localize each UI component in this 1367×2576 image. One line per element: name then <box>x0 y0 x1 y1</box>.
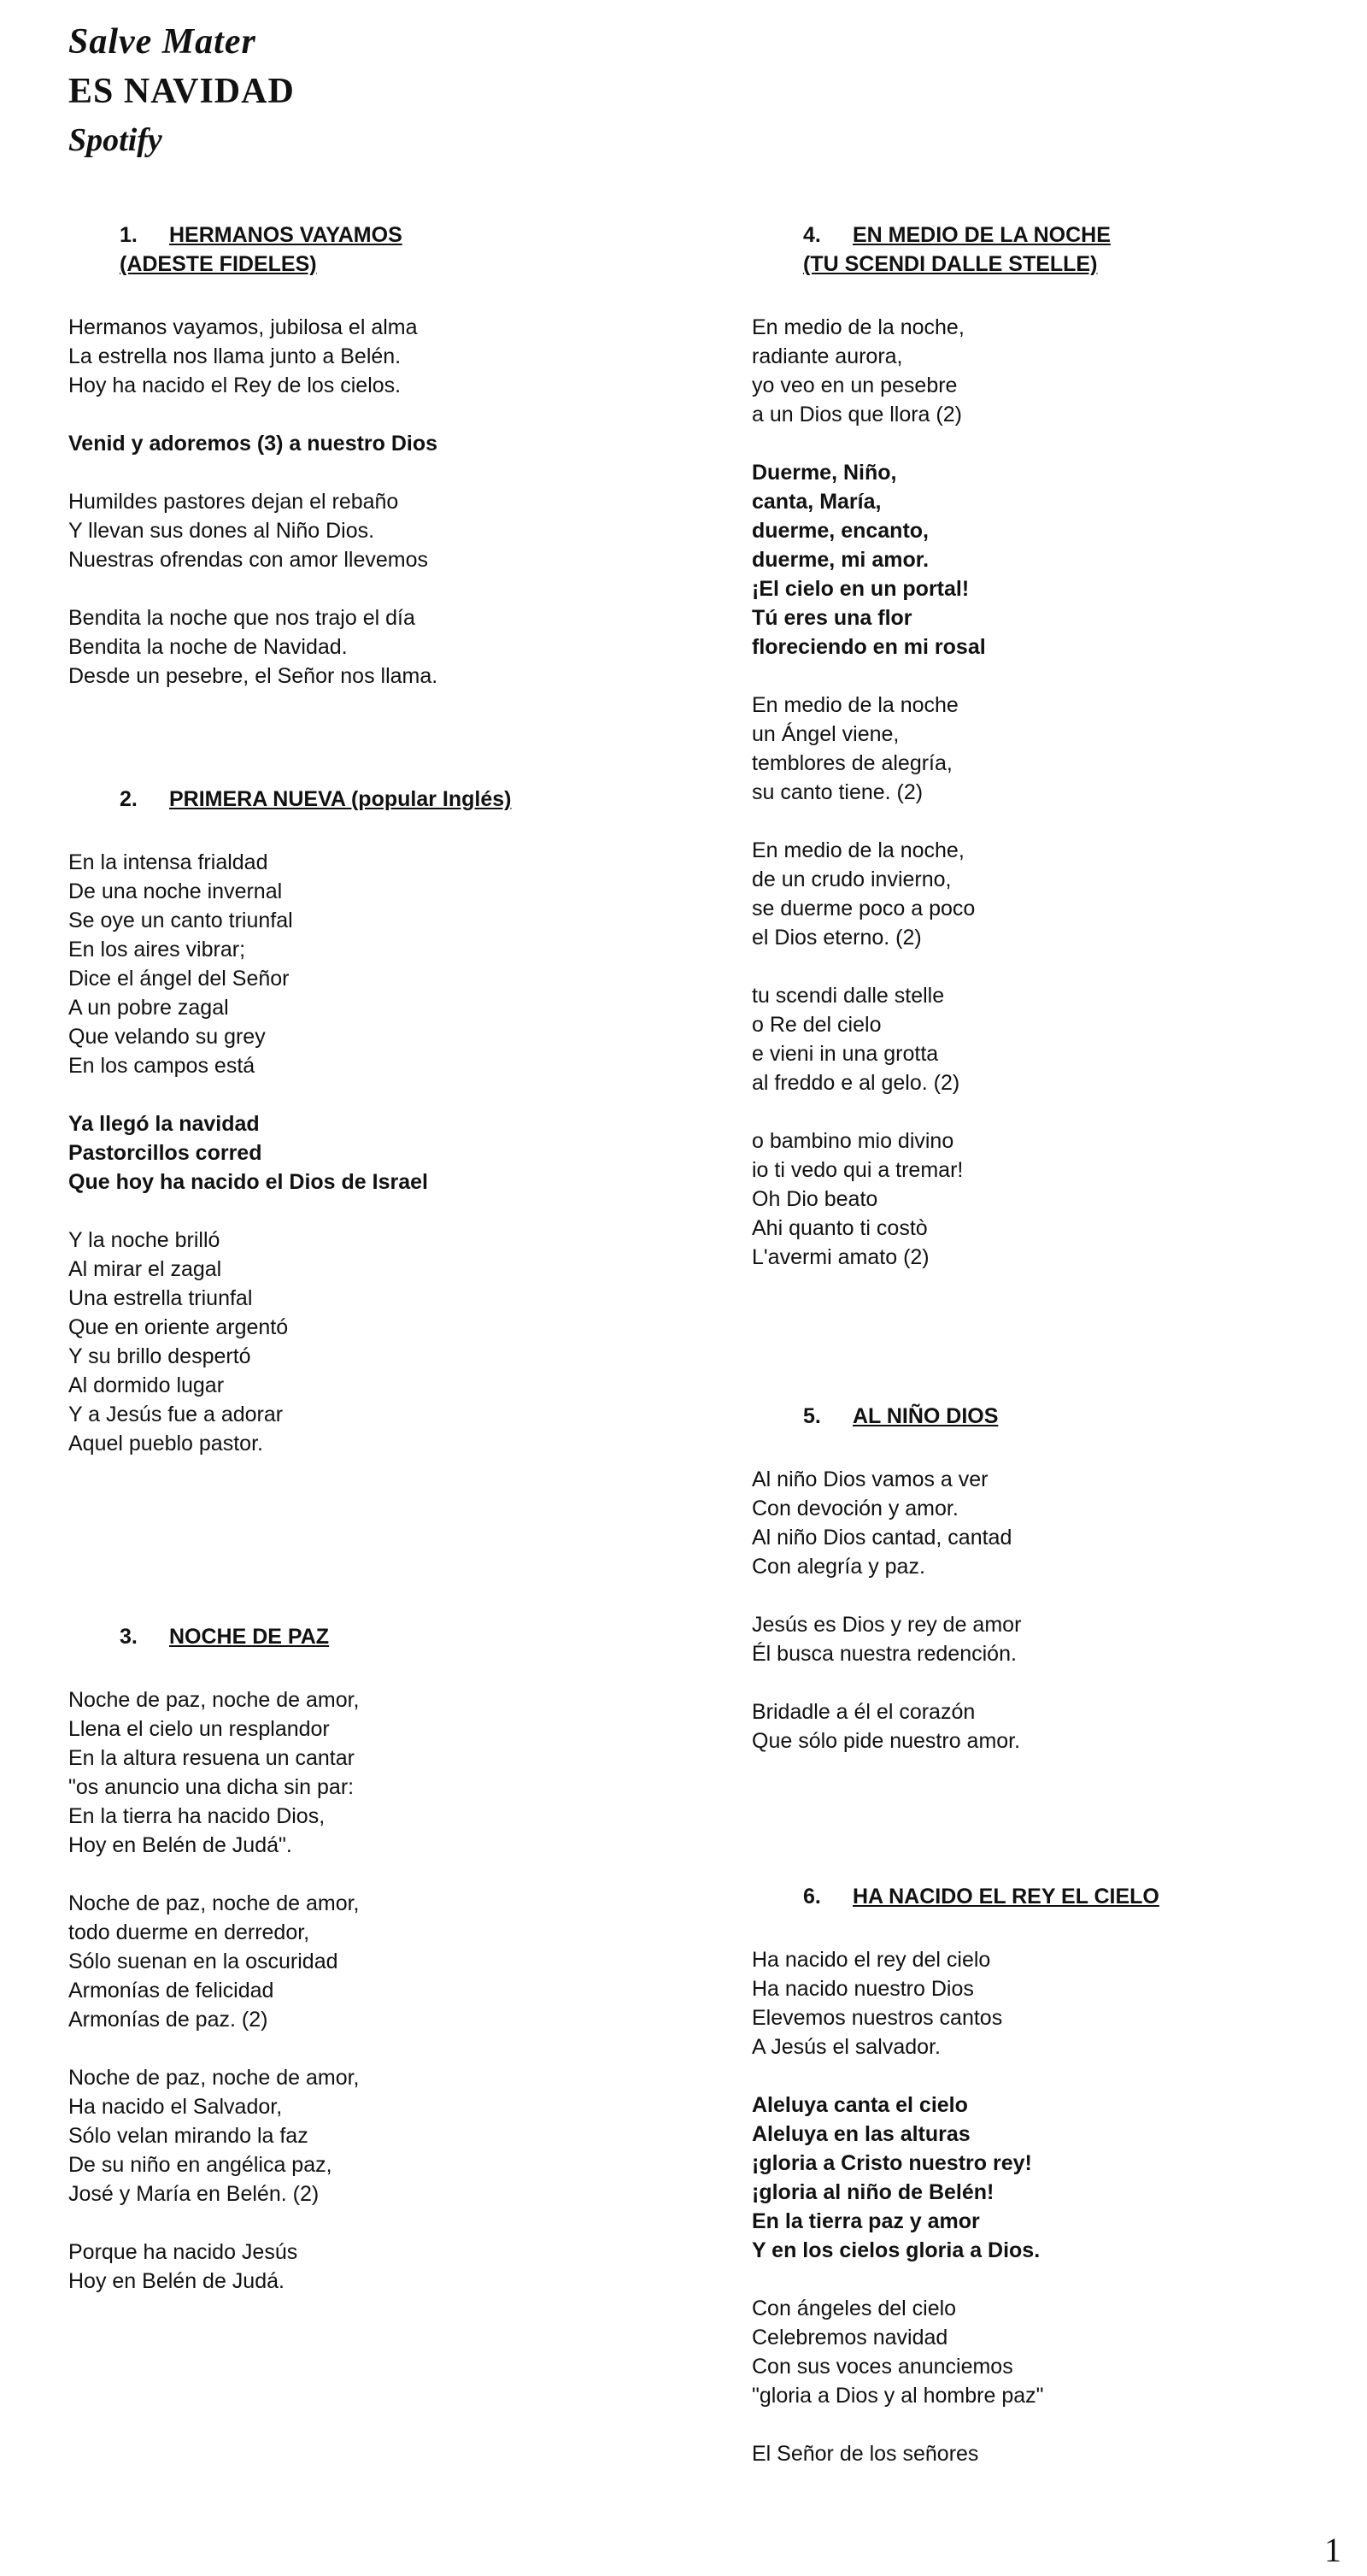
stanza <box>68 848 666 1080</box>
lyric-line: La estrella nos llama junto a Belén. <box>68 344 402 368</box>
lyric-line: Bendita la noche de Navidad. <box>68 635 348 659</box>
song-1 <box>68 221 666 720</box>
lyric-line: su canto tiene. (2) <box>752 780 924 804</box>
lyric-line: En medio de la noche, <box>752 315 965 339</box>
lyric-line: duerme, encanto, <box>752 519 929 543</box>
song-4 <box>752 221 1350 1301</box>
lyric-line: José y María en Belén. (2) <box>68 2182 320 2206</box>
song-subtitle: (ADESTE FIDELES) <box>120 252 317 276</box>
lyric-line: "os anuncio una dicha sin par: <box>68 1775 355 1799</box>
stanza <box>752 691 1350 807</box>
lyric-line: De una noche invernal <box>68 879 283 903</box>
song-number: 3. <box>120 1625 138 1649</box>
stanza <box>752 836 1350 952</box>
lyric-line: Hermanos vayamos, jubilosa el alma <box>68 315 418 339</box>
lyric-line: En los aires vibrar; <box>68 938 246 962</box>
song-number: 1. <box>120 223 138 247</box>
lyric-line: Bridadle a él el corazón <box>752 1700 976 1724</box>
lyric-line: Que en oriente argentó <box>68 1315 289 1339</box>
lyric-line: Y a Jesús fue a adorar <box>68 1403 284 1426</box>
stanza <box>68 603 666 691</box>
header-line-3: Spotify <box>68 122 162 158</box>
lyric-line: L'avermi amato (2) <box>752 1245 930 1269</box>
song-title <box>752 1402 1350 1431</box>
lyric-line: Noche de paz, noche de amor, <box>68 1688 360 1712</box>
lyric-line: En la altura resuena un cantar <box>68 1746 355 1770</box>
lyric-line: Al niño Dios vamos a ver <box>752 1467 989 1491</box>
lyric-line: Pastorcillos corred <box>68 1141 262 1165</box>
chorus <box>752 2091 1350 2265</box>
stanza <box>752 2439 1350 2468</box>
lyric-line: Duerme, Niño, <box>752 461 897 485</box>
lyric-line: Celebremos navidad <box>752 2326 948 2350</box>
lyric-line: e vieni in una grotta <box>752 1042 939 1066</box>
lyric-line: Una estrella triunfal <box>68 1286 253 1310</box>
song-number: 6. <box>803 1885 821 1908</box>
song-title <box>68 785 666 814</box>
lyric-line: Armonías de paz. (2) <box>68 2008 268 2032</box>
lyric-line: Llena el cielo un resplandor <box>68 1717 330 1741</box>
lyric-line: En medio de la noche <box>752 693 959 717</box>
stanza <box>68 1226 666 1458</box>
lyric-line: De su niño en angélica paz, <box>68 2153 332 2177</box>
stanza <box>752 1610 1350 1668</box>
song-title <box>68 221 666 279</box>
lyric-line: Hoy ha nacido el Rey de los cielos. <box>68 373 402 397</box>
header-line-1: Salve Mater <box>68 22 256 62</box>
lyric-line: Al niño Dios cantad, cantad <box>752 1526 1012 1550</box>
stanza <box>68 487 666 574</box>
lyric-line: a un Dios que llora (2) <box>752 403 962 426</box>
lyric-line: Ha nacido el Salvador, <box>68 2095 283 2119</box>
header-line-2: ES NAVIDAD <box>68 72 295 111</box>
song-title-text: PRIMERA NUEVA (popular Inglés) <box>169 787 512 811</box>
lyric-line: Con sus voces anunciemos <box>752 2355 1013 2379</box>
lyric-line: floreciendo en mi rosal <box>752 635 986 659</box>
song-6 <box>752 1882 1350 2497</box>
lyric-line: tu scendi dalle stelle <box>752 984 945 1008</box>
lyric-line: Oh Dio beato <box>752 1187 878 1211</box>
lyric-line: Que hoy ha nacido el Dios de Israel <box>68 1170 428 1194</box>
lyric-line: canta, María, <box>752 490 882 514</box>
lyric-line: Él busca nuestra redención. <box>752 1642 1017 1666</box>
song-title <box>752 1882 1350 1911</box>
lyric-line: Porque ha nacido Jesús <box>68 2240 298 2264</box>
song-number: 5. <box>803 1404 821 1428</box>
lyric-line: Noche de paz, noche de amor, <box>68 1891 360 1915</box>
song-3 <box>68 1622 666 2325</box>
stanza <box>68 2063 666 2208</box>
lyric-line: Aleluya en las alturas <box>752 2122 971 2146</box>
lyric-line: Dice el ángel del Señor <box>68 967 290 991</box>
lyric-line: Al dormido lugar <box>68 1373 225 1397</box>
stanza <box>68 313 666 400</box>
lyric-line: Y llevan sus dones al Niño Dios. <box>68 519 375 543</box>
lyric-line: Ha nacido el rey del cielo <box>752 1948 991 1972</box>
lyric-line: Ahi quanto ti costò <box>752 1216 928 1240</box>
stanza <box>752 1697 1350 1756</box>
lyric-line: o bambino mio divino <box>752 1129 954 1153</box>
lyric-line: Hoy en Belén de Judá. <box>68 2269 285 2293</box>
page-number: 1 <box>1324 2531 1341 2569</box>
song-subtitle: (TU SCENDI DALLE STELLE) <box>803 252 1098 276</box>
lyric-line: Noche de paz, noche de amor, <box>68 2066 360 2090</box>
lyric-line: En la tierra ha nacido Dios, <box>68 1804 326 1828</box>
lyric-line: de un crudo invierno, <box>752 867 952 891</box>
lyric-line: A Jesús el salvador. <box>752 2035 941 2059</box>
lyric-line: ¡gloria a Cristo nuestro rey! <box>752 2151 1032 2175</box>
lyric-line: Hoy en Belén de Judá". <box>68 1833 292 1857</box>
lyric-line: Y la noche brilló <box>68 1228 220 1252</box>
stanza <box>68 1889 666 2034</box>
song-title-text: EN MEDIO DE LA NOCHE <box>853 223 1111 247</box>
document-header <box>68 17 295 164</box>
lyric-line: En la intensa frialdad <box>68 850 268 874</box>
lyric-line: Bendita la noche que nos trajo el día <box>68 606 415 630</box>
lyric-line: Ha nacido nuestro Dios <box>752 1977 974 2001</box>
lyric-line: Jesús es Dios y rey de amor <box>752 1613 1022 1637</box>
lyric-line: se duerme poco a poco <box>752 897 976 920</box>
lyric-line: al freddo e al gelo. (2) <box>752 1071 960 1095</box>
lyric-line: Humildes pastores dejan el rebaño <box>68 490 399 514</box>
song-title <box>752 221 1350 279</box>
lyric-line: todo duerme en derredor, <box>68 1920 310 1944</box>
lyric-line: Sólo velan mirando la faz <box>68 2124 308 2148</box>
lyric-line: Se oye un canto triunfal <box>68 909 293 932</box>
lyric-line: un Ángel viene, <box>752 722 900 746</box>
stanza <box>752 1465 1350 1581</box>
lyric-line: En los campos está <box>68 1054 255 1078</box>
stanza <box>68 1685 666 1860</box>
lyric-line: En medio de la noche, <box>752 838 965 862</box>
lyric-line: ¡El cielo en un portal! <box>752 577 970 601</box>
lyric-line: duerme, mi amor. <box>752 548 930 572</box>
lyric-line: Que velando su grey <box>68 1025 266 1049</box>
song-title-text: HA NACIDO EL REY EL CIELO <box>853 1885 1159 1908</box>
lyric-line: Al mirar el zagal <box>68 1257 222 1281</box>
lyric-line: Ya llegó la navidad <box>68 1112 260 1136</box>
chorus <box>68 1109 666 1197</box>
lyric-line: A un pobre zagal <box>68 996 229 1020</box>
lyric-line: Con alegría y paz. <box>752 1555 925 1579</box>
lyric-line: Aleluya canta el cielo <box>752 2093 968 2117</box>
lyric-line: Aquel pueblo pastor. <box>68 1432 263 1456</box>
lyric-line: "gloria a Dios y al hombre paz" <box>752 2384 1044 2408</box>
song-number: 2. <box>120 787 138 811</box>
song-5 <box>752 1402 1350 1785</box>
song-title-text: HERMANOS VAYAMOS <box>169 223 402 247</box>
song-title-text: NOCHE DE PAZ <box>169 1625 330 1649</box>
stanza <box>752 1126 1350 1272</box>
lyric-line: Con devoción y amor. <box>752 1497 959 1520</box>
song-number: 4. <box>803 223 821 247</box>
lyric-line: En la tierra paz y amor <box>752 2209 980 2233</box>
chorus <box>68 429 666 458</box>
lyric-line: Armonías de felicidad <box>68 1979 274 2003</box>
lyric-line: Tú eres una flor <box>752 606 912 630</box>
lyric-line: o Re del cielo <box>752 1013 882 1037</box>
lyric-line: Elevemos nuestros cantos <box>752 2006 1003 2030</box>
stanza <box>752 2294 1350 2410</box>
lyric-line: Y su brillo despertó <box>68 1344 251 1368</box>
lyric-line: el Dios eterno. (2) <box>752 926 922 950</box>
lyric-line: temblores de alegría, <box>752 751 953 775</box>
lyric-line: Y en los cielos gloria a Dios. <box>752 2238 1041 2262</box>
lyric-line: Sólo suenan en la oscuridad <box>68 1950 338 1973</box>
stanza <box>752 313 1350 429</box>
lyric-line: Que sólo pide nuestro amor. <box>752 1729 1021 1753</box>
lyric-line: io ti vedo qui a tremar! <box>752 1158 964 1182</box>
lyric-line: Venid y adoremos (3) a nuestro Dios <box>68 432 438 456</box>
lyric-line: radiante aurora, <box>752 344 903 368</box>
lyric-line: Nuestras ofrendas con amor llevemos <box>68 548 429 572</box>
song-title <box>68 1622 666 1651</box>
stanza <box>752 1945 1350 2061</box>
song-title-text: AL NIÑO DIOS <box>853 1404 999 1428</box>
stanza <box>68 2238 666 2296</box>
lyric-line: Desde un pesebre, el Señor nos llama. <box>68 664 438 688</box>
song-2 <box>68 785 666 1487</box>
lyric-line: El Señor de los señores <box>752 2442 979 2466</box>
stanza <box>752 981 1350 1097</box>
lyric-line: yo veo en un pesebre <box>752 373 958 397</box>
lyric-line: Con ángeles del cielo <box>752 2297 957 2320</box>
chorus <box>752 458 1350 662</box>
lyric-line: ¡gloria al niño de Belén! <box>752 2180 994 2204</box>
